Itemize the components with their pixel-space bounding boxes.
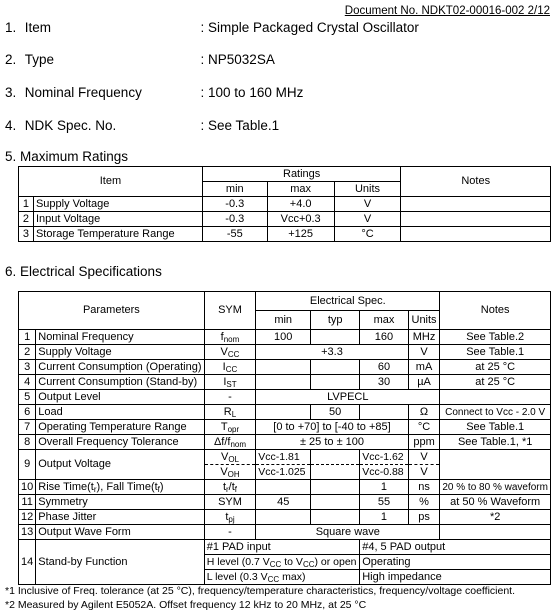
table-row <box>19 420 551 435</box>
row-sym: - <box>204 390 256 405</box>
item-num: 1. <box>5 20 17 35</box>
row-min <box>256 480 311 495</box>
table-row <box>19 525 551 540</box>
row-notes: See Table.1, *1 <box>440 435 551 450</box>
row-typ <box>311 450 360 465</box>
footnote-1: *1 Inclusive of Freq. tolerance (at 25 °C), frequency/temperature characteristics, frequency/voltage coefficient. <box>5 585 516 597</box>
row-max: 60 <box>360 360 409 375</box>
row-sym: - <box>204 525 256 540</box>
row-notes <box>401 212 551 227</box>
row-num: 12 <box>19 510 36 525</box>
item-value: : See Table.1 <box>200 118 280 133</box>
row-min <box>256 405 311 420</box>
standby-output-header: #4, 5 PAD output <box>360 540 551 555</box>
item-line-4 <box>5 118 279 133</box>
row-units: V <box>334 212 401 227</box>
item-num: 3. <box>5 85 17 100</box>
header-units: Units <box>408 311 440 330</box>
row-num: 11 <box>19 495 36 510</box>
row-units: °C <box>408 420 440 435</box>
row-min <box>256 510 311 525</box>
row-max: 1 <box>360 480 409 495</box>
row-sym: SYM <box>204 495 256 510</box>
standby-high-level: H level (0.7 $V_{CC}$ to $V_{CC}$) or open <box>204 555 359 570</box>
row-spec: LVPECL <box>256 390 440 405</box>
row-max: +4.0 <box>267 197 334 212</box>
standby-low-level: L level (0.3 $V_{CC}$ max) <box>204 570 359 585</box>
row-num: 3 <box>19 227 34 242</box>
row-num: 1 <box>19 330 36 345</box>
row-spec: Square wave <box>256 525 440 540</box>
row-min: -55 <box>202 227 267 242</box>
row-typ <box>311 330 360 345</box>
row-parameter: Phase Jitter <box>36 510 204 525</box>
row-sym: $V_{CC}$ <box>204 345 256 360</box>
row-max: Vcc-0.88 <box>360 465 409 480</box>
table-row <box>19 330 551 345</box>
row-max: 55 <box>360 495 409 510</box>
row-notes: at 50 % Waveform <box>440 495 551 510</box>
row-parameter: Output Level <box>36 390 204 405</box>
header-min: min <box>202 182 267 197</box>
row-num: 3 <box>19 360 36 375</box>
row-num: 10 <box>19 480 36 495</box>
row-sym: $T_{opr}$ <box>204 420 256 435</box>
standby-high-impedance: High impedance <box>360 570 551 585</box>
item-num: 2. <box>5 52 17 67</box>
row-notes: at 25 °C <box>440 360 551 375</box>
row-num: 1 <box>19 197 34 212</box>
row-notes: 20 % to 80 % waveform <box>440 480 551 495</box>
row-sym: $f_{nom}$ <box>204 330 256 345</box>
standby-operating: Operating <box>360 555 551 570</box>
row-units: V <box>408 465 440 480</box>
table-row <box>19 360 551 375</box>
header-notes: Notes <box>401 167 551 197</box>
table-row <box>19 450 551 465</box>
row-typ <box>311 465 360 480</box>
row-num: 5 <box>19 390 36 405</box>
header-item: Item <box>19 167 203 197</box>
row-parameter: Current Consumption (Operating) <box>36 360 204 375</box>
row-sym: $R_L$ <box>204 405 256 420</box>
row-num: 14 <box>19 540 36 585</box>
row-units: ps <box>408 510 440 525</box>
row-min: -0.3 <box>202 212 267 227</box>
row-typ <box>311 510 360 525</box>
row-max: +125 <box>267 227 334 242</box>
row-min: Vcc-1.025 <box>256 465 311 480</box>
header-notes: Notes <box>440 292 551 330</box>
document-number: Document No. NDKT02-00016-002 2/12 <box>344 5 550 17</box>
row-max: Vcc+0.3 <box>267 212 334 227</box>
row-item: Supply Voltage <box>33 197 202 212</box>
row-parameter: Output Voltage <box>36 450 204 480</box>
row-num: 6 <box>19 405 36 420</box>
row-notes: See Table.1 <box>440 420 551 435</box>
row-min <box>256 360 311 375</box>
item-num: 4. <box>5 118 17 133</box>
item-line-3 <box>5 85 303 100</box>
table-row <box>19 495 551 510</box>
table-row <box>19 405 551 420</box>
table-row <box>19 212 551 227</box>
row-num: 2 <box>19 345 36 360</box>
header-sym: SYM <box>204 292 256 330</box>
row-units: MHz <box>408 330 440 345</box>
row-num: 7 <box>19 420 36 435</box>
row-parameter: Nominal Frequency <box>36 330 204 345</box>
row-units: % <box>408 495 440 510</box>
row-max: 30 <box>360 375 409 390</box>
row-units: µA <box>408 375 440 390</box>
section-title-electrical: 6. Electrical Specifications <box>5 264 162 279</box>
item-value: : Simple Packaged Crystal Oscillator <box>200 20 419 35</box>
row-num: 13 <box>19 525 36 540</box>
row-notes: See Table.2 <box>440 330 551 345</box>
row-units: mA <box>408 360 440 375</box>
header-parameters: Parameters <box>19 292 205 330</box>
row-parameter: Current Consumption (Stand-by) <box>36 375 204 390</box>
row-typ <box>311 480 360 495</box>
electrical-spec-table <box>18 291 551 585</box>
row-num: 2 <box>19 212 34 227</box>
row-parameter: Overall Frequency Tolerance <box>36 435 204 450</box>
row-sym: $I_{ST}$ <box>204 375 256 390</box>
table-row <box>19 375 551 390</box>
row-sym: $I_{CC}$ <box>204 360 256 375</box>
max-ratings-table <box>18 166 551 242</box>
row-sym: $t_{pj}$ <box>204 510 256 525</box>
row-sym: $t_r/t_f$ <box>204 480 256 495</box>
row-sym: $V_{OL}$ <box>204 450 256 465</box>
header-max: max <box>360 311 409 330</box>
row-min: Vcc-1.81 <box>256 450 311 465</box>
row-max: 160 <box>360 330 409 345</box>
row-num: 8 <box>19 435 36 450</box>
header-typ: typ <box>311 311 360 330</box>
standby-input-header: #1 PAD input <box>204 540 359 555</box>
table-row <box>19 435 551 450</box>
header-max: max <box>267 182 334 197</box>
row-notes: *2 <box>440 510 551 525</box>
footnote-2: *2 Measured by Agilent E5052A. Offset frequency 12 kHz to 20 MHz, at 25 °C <box>5 599 367 611</box>
row-max <box>360 405 409 420</box>
item-label: Type <box>24 52 55 67</box>
row-units: ppm <box>408 435 440 450</box>
row-typ <box>311 375 360 390</box>
row-units: Ω <box>408 405 440 420</box>
item-label: NDK Spec. No. <box>24 118 117 133</box>
row-parameter: Operating Temperature Range <box>36 420 204 435</box>
row-spec: ± 25 to ± 100 <box>256 435 408 450</box>
row-item: Input Voltage <box>33 212 202 227</box>
row-sym: $\Delta f/f_{nom}$ <box>204 435 256 450</box>
header-ratings: Ratings <box>202 167 401 182</box>
row-units: V <box>408 450 440 465</box>
row-notes <box>440 525 551 540</box>
table-header-row <box>19 167 551 182</box>
row-notes: Connect to Vcc - 2.0 V <box>440 405 551 420</box>
row-parameter: Supply Voltage <box>36 345 204 360</box>
row-min <box>256 375 311 390</box>
row-units: °C <box>334 227 401 242</box>
row-notes <box>440 450 551 480</box>
row-notes: at 25 °C <box>440 375 551 390</box>
row-num: 4 <box>19 375 36 390</box>
item-line-2 <box>5 52 275 67</box>
row-notes <box>401 197 551 212</box>
row-min: 45 <box>256 495 311 510</box>
row-units: ns <box>408 480 440 495</box>
row-typ <box>311 360 360 375</box>
row-units: V <box>334 197 401 212</box>
row-num: 9 <box>19 450 36 480</box>
table-row <box>19 540 551 555</box>
row-typ: +3.3 <box>256 345 408 360</box>
table-header-row <box>19 292 551 311</box>
row-parameter: Output Wave Form <box>36 525 204 540</box>
row-parameter: Stand-by Function <box>36 540 204 585</box>
header-electrical-spec: Electrical Spec. <box>256 292 440 311</box>
item-value: : 100 to 160 MHz <box>200 85 304 100</box>
row-notes: See Table.1 <box>440 345 551 360</box>
row-notes <box>401 227 551 242</box>
header-min: min <box>256 311 311 330</box>
row-notes <box>440 390 551 405</box>
item-label: Item <box>24 20 52 35</box>
item-line-1 <box>5 20 419 35</box>
row-typ <box>311 495 360 510</box>
row-parameter: Rise $Time(t_r)$, Fall $Time(t_f)$ <box>36 480 204 495</box>
table-row <box>19 390 551 405</box>
row-units: V <box>408 345 440 360</box>
table-row <box>19 227 551 242</box>
item-label: Nominal Frequency <box>24 85 142 100</box>
header-units: Units <box>334 182 401 197</box>
row-parameter: Load <box>36 405 204 420</box>
row-parameter: Symmetry <box>36 495 204 510</box>
row-typ: 50 <box>311 405 360 420</box>
table-row <box>19 480 551 495</box>
row-max: Vcc-1.62 <box>360 450 409 465</box>
item-value: : NP5032SA <box>200 52 275 67</box>
section-title-max-ratings: 5. Maximum Ratings <box>5 149 129 164</box>
row-sym: $V_{OH}$ <box>204 465 256 480</box>
row-min: -0.3 <box>202 197 267 212</box>
table-row <box>19 197 551 212</box>
row-min: 100 <box>256 330 311 345</box>
table-row <box>19 510 551 525</box>
row-max: 1 <box>360 510 409 525</box>
row-item: Storage Temperature Range <box>33 227 202 242</box>
table-row <box>19 345 551 360</box>
row-spec: [0 to +70] to [-40 to +85] <box>256 420 408 435</box>
